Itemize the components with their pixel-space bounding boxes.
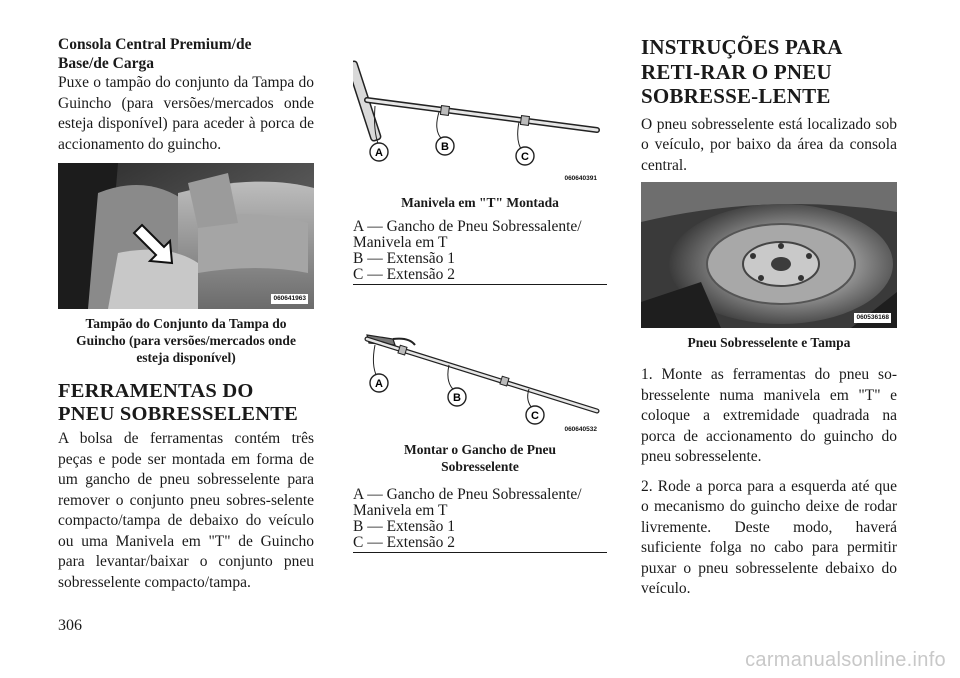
legend-divider bbox=[353, 284, 607, 285]
intro-heading: Consola Central Premium/de Base/de Carga bbox=[58, 36, 252, 72]
car-interior-image bbox=[58, 163, 314, 309]
legend-item: A — Gancho de Pneu Sobressalente/ Manivela em T bbox=[353, 218, 582, 251]
tools-paragraph: A bolsa de ferramentas contém três peças e pode ser montada em forma de um gancho de pneu sobresselente para remover o conjunto pneu sobres-selente compacto/tampa de debaixo do veículo ou uma Manivela em "T" de Guincho para levantar/baixar o conjunto pneu sobresselente compacto/tampa. bbox=[58, 430, 314, 591]
spare-tire-image bbox=[641, 182, 897, 328]
step-item bbox=[641, 365, 897, 468]
photo-code: 060641963 bbox=[273, 295, 306, 302]
diagram-code: 060640391 bbox=[564, 175, 597, 182]
legend-item: C — Extensão 2 bbox=[353, 534, 456, 551]
step-number: 1. bbox=[641, 366, 653, 383]
diagram-code: 060640532 bbox=[564, 426, 597, 433]
watermark: carmanualsonline.info bbox=[745, 649, 946, 671]
section-heading: FERRAMENTAS DO PNEU SOBRESSELENTE bbox=[58, 380, 299, 425]
page-number: 306 bbox=[58, 617, 82, 634]
hook-illustration bbox=[353, 325, 607, 435]
diagram1-legend bbox=[353, 219, 607, 283]
legend-item: A — Gancho de Pneu Sobressalente/ Manivela em T bbox=[353, 486, 582, 519]
step-item bbox=[641, 477, 897, 600]
label-b: B bbox=[441, 141, 449, 153]
spare-tire-photo bbox=[641, 182, 897, 328]
label-b: B bbox=[453, 392, 461, 404]
t-crank-illustration bbox=[353, 52, 607, 184]
legend-item: C — Extensão 2 bbox=[353, 266, 456, 283]
intro-paragraph: Puxe o tampão do conjunto da Tampa do Guincho (para versões/mercados onde esteja disponível) para aceder à porca de accionamento do guincho. bbox=[58, 74, 314, 153]
winch-cover-photo bbox=[58, 163, 314, 309]
legend-divider bbox=[353, 552, 607, 553]
removal-heading: INSTRUÇÕES PARA RETI-RAR O PNEU SOBRESSE-LENTE bbox=[641, 35, 842, 108]
diagram2-caption: Montar o Gancho de Pneu Sobresselente bbox=[403, 442, 556, 474]
legend-item: B — Extensão 1 bbox=[353, 518, 456, 535]
spare-tire-caption: Pneu Sobresselente e Tampa bbox=[687, 335, 851, 350]
step-text: Monte as ferramentas do pneu so-bresselente numa manivela em "T" e coloque a extremidade quadrada na porca de accionamento do guincho do pneu sobresselente. bbox=[641, 366, 898, 465]
step-number: 2. bbox=[641, 477, 653, 495]
right-column bbox=[641, 0, 897, 600]
diagram2-legend bbox=[353, 487, 607, 551]
label-c: C bbox=[531, 410, 539, 422]
hook-diagram bbox=[353, 325, 607, 435]
photo-caption: Tampão do Conjunto da Tampa do Guincho (para versões/mercados onde esteja disponível) bbox=[76, 316, 296, 365]
photo-code: 060536168 bbox=[856, 314, 889, 321]
label-a: A bbox=[375, 147, 383, 159]
step-text: Rode a porca para a esquerda até que o mecanismo do guincho deixe de rodar livremente. Deste modo, haverá suficiente folga no cabo para permitir puxar o pneu sobresselente debaixo do veículo. bbox=[641, 477, 898, 597]
diagram1-caption: Manivela em "T" Montada bbox=[401, 195, 559, 210]
removal-steps bbox=[641, 365, 897, 600]
label-a: A bbox=[375, 378, 383, 390]
legend-item: B — Extensão 1 bbox=[353, 250, 456, 267]
t-crank-diagram bbox=[353, 52, 607, 184]
label-c: C bbox=[521, 151, 529, 163]
left-column bbox=[58, 0, 314, 593]
removal-intro: O pneu sobresselente está localizado sob o veículo, por baixo da área da consola central. bbox=[641, 115, 897, 174]
middle-column bbox=[353, 0, 607, 553]
